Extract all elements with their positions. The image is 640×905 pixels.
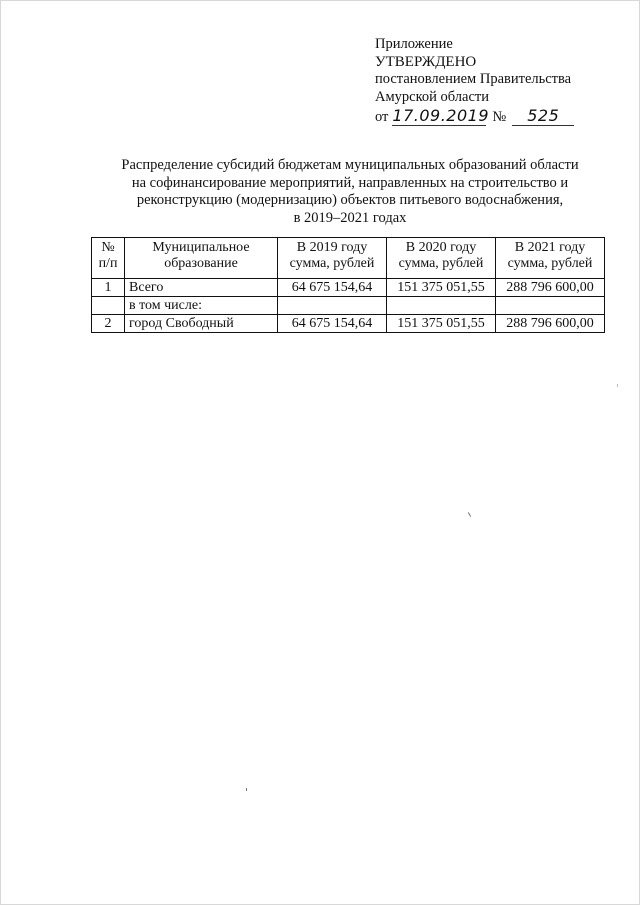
cell-number: 1 (92, 279, 125, 297)
cell-2021: 288 796 600,00 (496, 315, 605, 333)
table-row (92, 297, 605, 315)
table-row (92, 279, 605, 297)
header-municipality (125, 238, 278, 279)
approved-label: УТВЕРЖДЕНО (375, 53, 477, 70)
handwritten-number: 525 (512, 107, 574, 126)
header-text: образование (164, 256, 238, 271)
document-title (60, 157, 640, 227)
handwritten-date: 17.09.2019 (392, 106, 490, 125)
header-text: сумма, рублей (507, 256, 593, 271)
cell-number (92, 297, 125, 315)
subsidies-table (91, 237, 605, 333)
approval-block (375, 36, 615, 126)
header-text: сумма, рублей (289, 256, 375, 271)
title-line: реконструкцию (модернизацию) объектов питьевого водоснабжения, (136, 192, 564, 208)
table-row (92, 315, 605, 333)
header-text: В 2019 году (296, 240, 368, 255)
cell-municipality: в том числе: (125, 297, 278, 315)
cell-2019 (278, 297, 387, 315)
resolution-label: постановлением Правительства (375, 71, 572, 87)
title-line: в 2019–2021 годах (293, 209, 407, 226)
resolution-reference (375, 107, 615, 126)
table-header-row (92, 238, 605, 279)
title-line: на софинансирование мероприятий, направленных на строительство и (131, 174, 569, 191)
date-prefix: от (375, 108, 389, 125)
header-2021 (496, 238, 605, 279)
cell-2021 (496, 297, 605, 315)
header-text: В 2020 году (405, 240, 477, 255)
scan-speck (617, 384, 618, 387)
cell-2019: 64 675 154,64 (278, 279, 387, 297)
cell-2020: 151 375 051,55 (387, 279, 496, 297)
appendix-label: Приложение (375, 36, 453, 52)
number-prefix: № (492, 108, 507, 125)
cell-number: 2 (92, 315, 125, 333)
cell-2020: 151 375 051,55 (387, 315, 496, 333)
header-text: п/п (98, 256, 118, 271)
cell-2021: 288 796 600,00 (496, 279, 605, 297)
scan-speck (246, 788, 247, 791)
header-text: № (101, 240, 115, 255)
title-line: Распределение субсидий бюджетам муниципальных образований области (121, 157, 579, 173)
header-text: Муниципальное (152, 240, 250, 255)
header-2019 (278, 238, 387, 279)
header-text: В 2021 году (514, 240, 586, 255)
header-text: сумма, рублей (398, 256, 484, 271)
cell-2019: 64 675 154,64 (278, 315, 387, 333)
cell-2020 (387, 297, 496, 315)
header-2020 (387, 238, 496, 279)
region-label: Амурской области (375, 88, 489, 105)
header-number (92, 238, 125, 279)
cell-municipality: город Свободный (125, 315, 278, 333)
cell-municipality: Всего (125, 279, 278, 297)
